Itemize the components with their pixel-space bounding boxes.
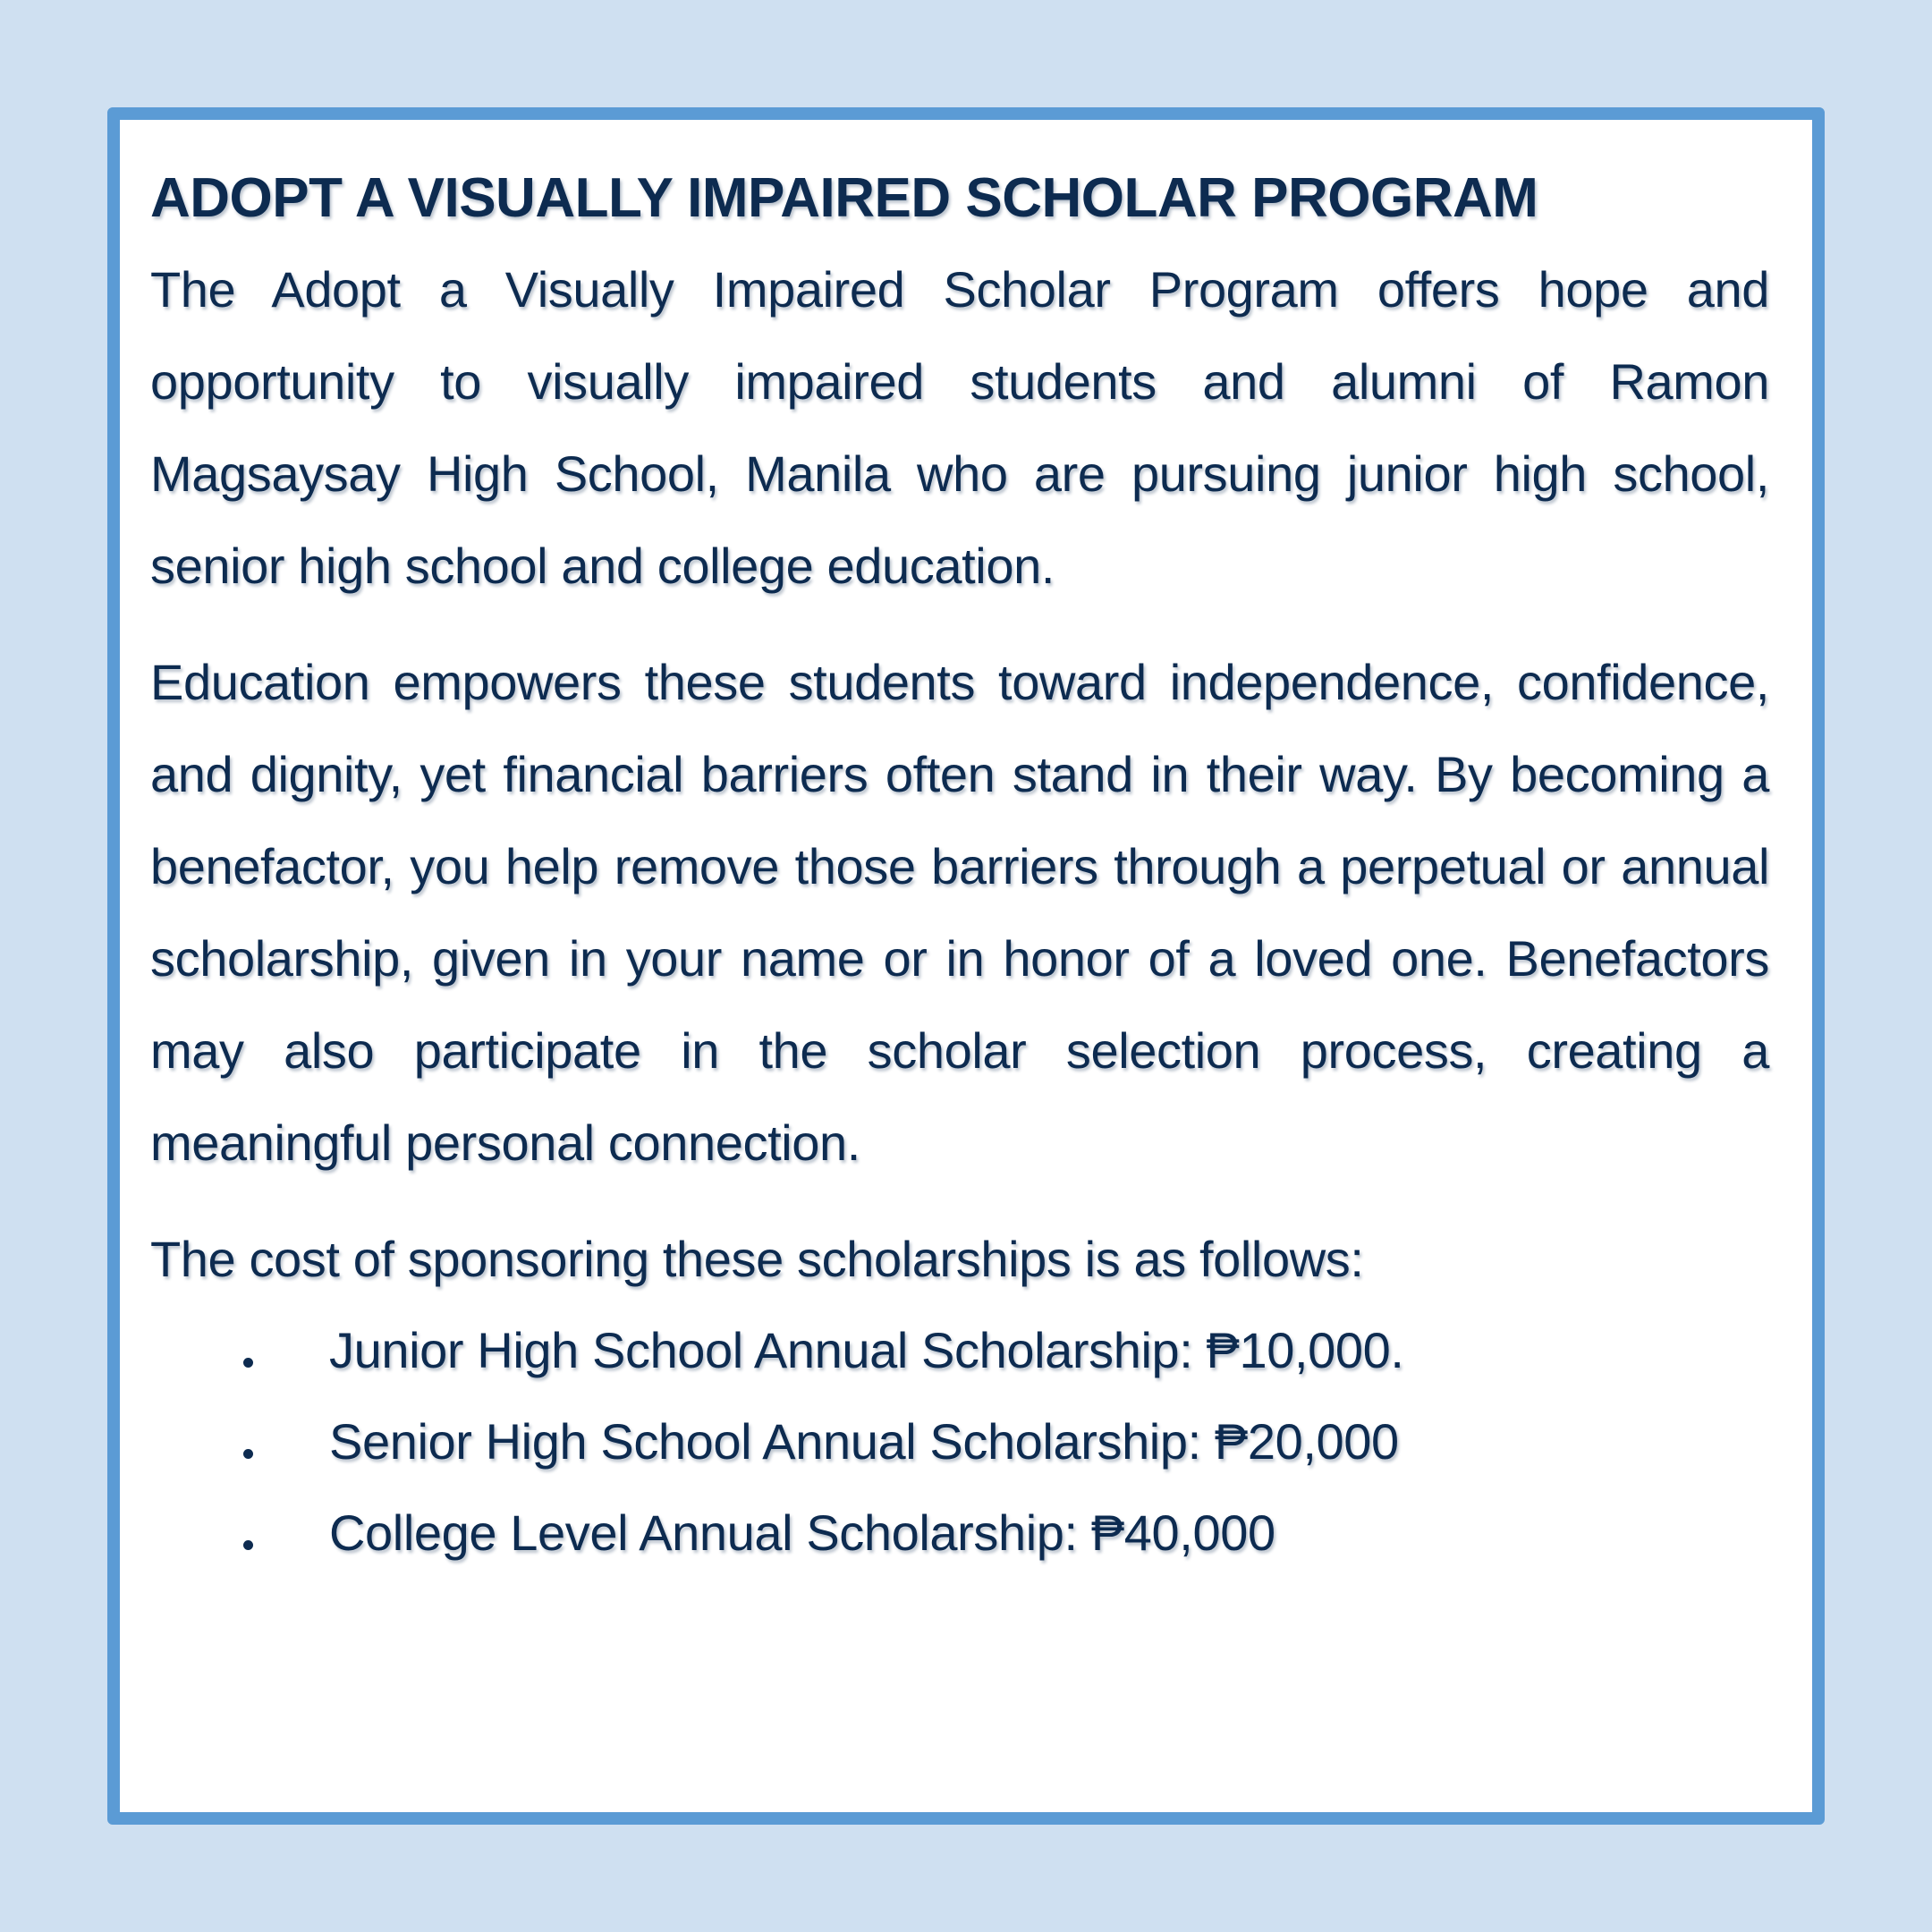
paragraph-program-description: The Adopt a Visually Impaired Scholar Program offers hope and opportunity to visually impaired students and alumni of Ramon Magsaysay High School, Manila who are pursuing junior high school, senior high school and college education.: [150, 261, 1769, 594]
scholarship-label: College Level Annual Scholarship: ₱40,000: [329, 1504, 1275, 1561]
program-card: [107, 107, 1825, 1825]
scholarship-label: Junior High School Annual Scholarship: ₱10,000.: [329, 1322, 1404, 1378]
bullet-icon: [243, 1449, 253, 1459]
scholarship-label: Senior High School Annual Scholarship: ₱20,000: [329, 1413, 1399, 1470]
bullet-icon: [243, 1358, 253, 1368]
card-content: [150, 154, 1769, 1579]
page-title: ADOPT A VISUALLY IMPAIRED SCHOLAR PROGRAM: [150, 167, 1538, 229]
list-item-college: [150, 1487, 1769, 1579]
list-item-junior-high: [150, 1305, 1769, 1396]
bullet-icon: [243, 1540, 253, 1550]
cost-intro: The cost of sponsoring these scholarships is as follows:: [150, 1231, 1364, 1287]
paragraph-benefactor-info: Education empowers these students toward independence, confidence, and dignity, yet financial barriers often stand in their way. By becoming a benefactor, you help remove those barriers through a perpetual or annual scholarship, given in your name or in honor of a loved one. Benefactors may also participate in the scholar selection process, creating a meaningful personal connection.: [150, 654, 1769, 1171]
list-item-senior-high: [150, 1396, 1769, 1487]
scholarship-cost-list: [150, 1305, 1769, 1579]
